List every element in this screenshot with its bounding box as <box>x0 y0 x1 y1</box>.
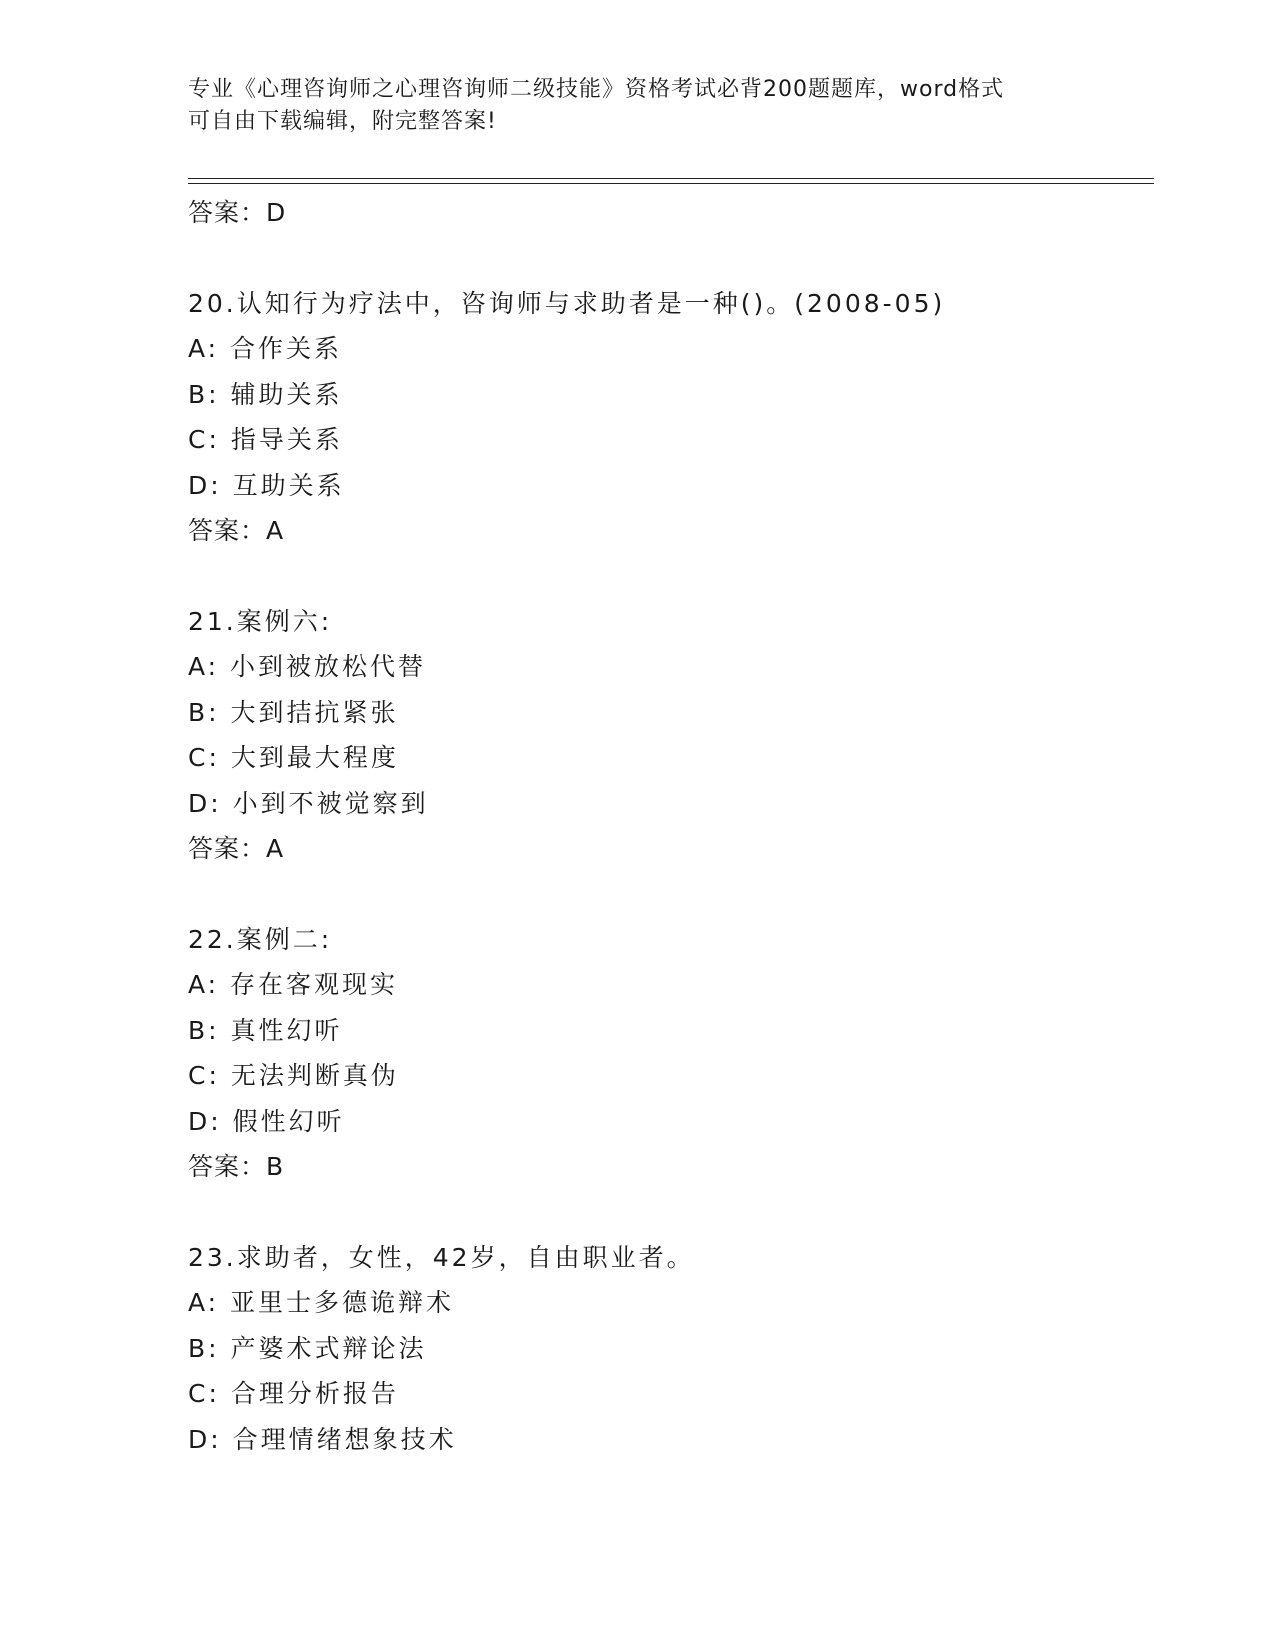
option-c: C: 指导关系 <box>188 425 343 454</box>
option-b: B: 辅助关系 <box>188 379 343 409</box>
answer-value: A <box>266 834 285 863</box>
answer-value: D <box>266 198 287 227</box>
spacer <box>188 1190 1148 1235</box>
answer-value: A <box>266 516 285 545</box>
option-a: A: 亚里士多德诡辩术 <box>188 1288 455 1317</box>
question-stem: 22.案例二: <box>188 924 333 954</box>
question-list <box>188 190 1148 1462</box>
option-a: A: 存在客观现实 <box>188 970 399 999</box>
question-stem: 23.求助者，女性，42岁，自由职业者。 <box>188 1242 695 1272</box>
answer-label: 答案： <box>188 198 267 227</box>
option-a: A: 合作关系 <box>188 334 343 363</box>
answer-line <box>188 508 1148 554</box>
answer-label: 答案： <box>188 1152 267 1181</box>
answer-label: 答案： <box>188 516 267 545</box>
header-line-2: 可自由下载编辑，附完整答案! <box>188 109 497 134</box>
header-line-1: 专业《心理咨询师之心理咨询师二级技能》资格考试必背200题题库，word格式 <box>188 77 1005 102</box>
option-d: D: 合理情绪想象技术 <box>188 1424 457 1454</box>
header-divider-top <box>188 178 1154 179</box>
option-c: C: 合理分析报告 <box>188 1379 399 1408</box>
spacer <box>188 872 1148 917</box>
option-b: B: 真性幻听 <box>188 1015 343 1045</box>
option-b: B: 大到拮抗紧张 <box>188 697 399 727</box>
question-stem: 21.案例六: <box>188 606 333 636</box>
option-d: D: 小到不被觉察到 <box>188 788 429 818</box>
page-header <box>188 74 1088 138</box>
spacer <box>188 236 1148 281</box>
option-b: B: 产婆术式辩论法 <box>188 1333 427 1363</box>
option-d: D: 互助关系 <box>188 470 345 500</box>
option-c: C: 大到最大程度 <box>188 743 399 772</box>
spacer <box>188 554 1148 599</box>
option-a: A: 小到被放松代替 <box>188 652 427 681</box>
answer-line <box>188 190 1148 236</box>
answer-line <box>188 1144 1148 1190</box>
question-stem: 20.认知行为疗法中，咨询师与求助者是一种()。(2008-05) <box>188 288 946 318</box>
answer-line <box>188 826 1148 872</box>
answer-value: B <box>266 1152 285 1181</box>
option-c: C: 无法判断真伪 <box>188 1061 399 1090</box>
option-d: D: 假性幻听 <box>188 1106 345 1136</box>
answer-label: 答案： <box>188 834 267 863</box>
header-divider-bottom <box>188 183 1154 184</box>
